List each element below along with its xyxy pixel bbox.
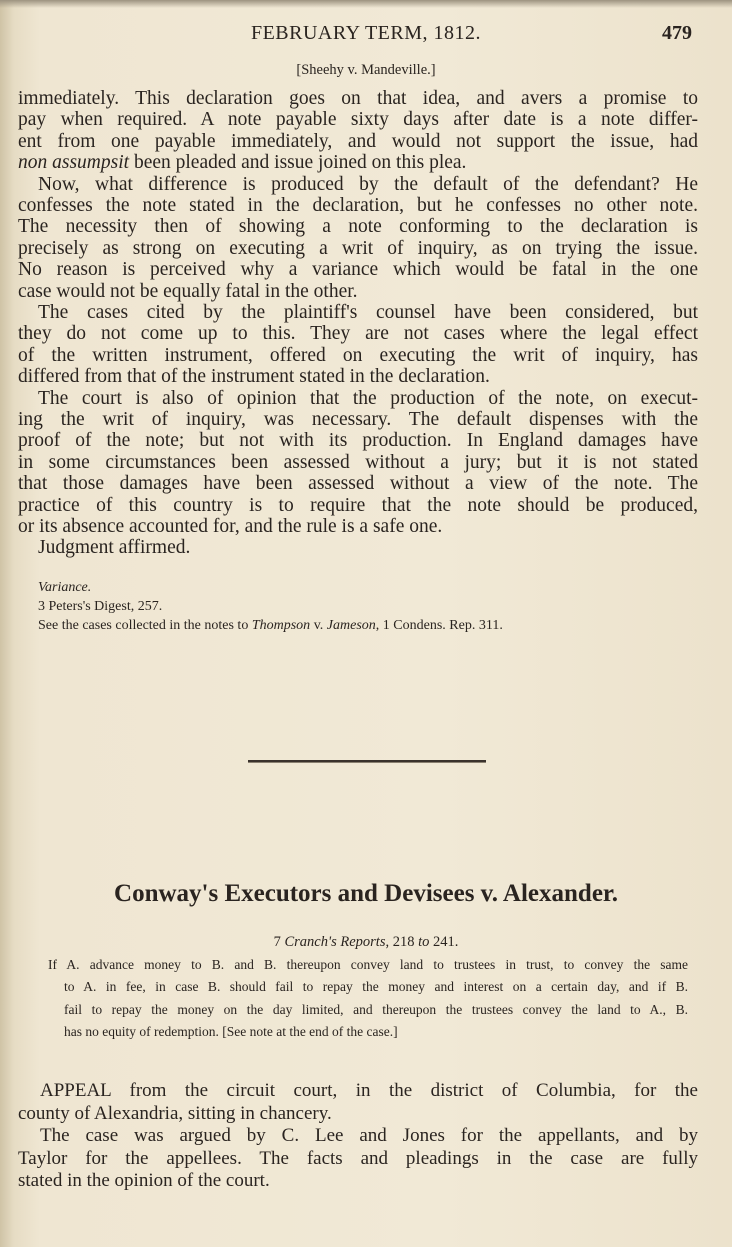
text-line (18, 473, 698, 495)
italic-text: Variance. (38, 580, 92, 595)
page-number: 479 (662, 22, 692, 44)
text-run: proof of the note; but not with its production. In England damages have (18, 430, 698, 452)
text-run: been pleaded and issue joined on this plea. (129, 152, 467, 174)
text-run: pay when required. A note payable sixty days after date is a note differ- (18, 109, 698, 131)
text-run: Now, what difference is produced by the default of the defendant? He (38, 173, 698, 195)
text-run: case would not be equally fatal in the other. (18, 280, 358, 302)
text-run: immediately. This declaration goes on that idea, and avers a promise to (18, 88, 698, 109)
text-run: precisely as strong on executing a writ of inquiry, as on trying the issue. (18, 237, 698, 259)
case-citation (0, 934, 732, 951)
section-divider (248, 760, 486, 763)
text-line (18, 452, 698, 474)
text-run: in some circumstances been assessed without a jury; but it is not stated (18, 451, 698, 473)
text-line (18, 131, 698, 153)
text-run: confesses the note stated in the declaration, but he confesses no other note. (18, 195, 698, 216)
text-line (18, 1170, 698, 1192)
text-run: that those damages have been assessed without a view of the note. The (18, 473, 698, 495)
text-line (40, 1125, 698, 1147)
italic-text: Cranch's Reports (284, 934, 386, 950)
text-line (18, 323, 698, 345)
text-run: has no equity of redemption. [See note at the end of the case.] (64, 1023, 398, 1039)
text-run: If A. advance money to B. and B. thereupon convey land to trustees in trust, to convey the same (48, 957, 688, 972)
italic-text: to (418, 934, 430, 950)
text-run: or its absence accounted for, and the rule is a safe one. (18, 516, 443, 537)
text-run: No reason is perceived why a variance which would be fatal in the one (18, 259, 698, 281)
text-run: stated in the opinion of the court. (18, 1170, 270, 1191)
italic-text: Thompson (251, 618, 311, 633)
text-line (18, 495, 698, 517)
text-run: county of Alexandria, sitting in chancery. (18, 1102, 332, 1124)
text-line (18, 259, 698, 281)
text-run: practice of this country is to require that the note should be produced, (18, 494, 698, 516)
text-run: The cases cited by the plaintiff's counsel have been considered, but (38, 302, 698, 323)
text-line (64, 1002, 688, 1018)
text-line (18, 345, 698, 367)
text-run: they do not come up to this. They are not cases where the legal effect (18, 323, 698, 345)
text-run: of the written instrument, offered on executing the writ of inquiry, has (18, 344, 698, 366)
text-line (64, 1024, 688, 1040)
text-line (18, 152, 698, 174)
text-run: , 218 (385, 934, 419, 950)
text-line (38, 537, 698, 559)
case-title: Conway's Executors and Devisees v. Alexander. (114, 880, 618, 907)
text-run: 3 Peters's Digest, 257. (38, 599, 163, 614)
text-line (18, 88, 698, 110)
text-run: The case was argued by C. Lee and Jones for the appellants, and by (40, 1125, 698, 1146)
text-line (18, 1103, 698, 1125)
text-line (38, 580, 91, 596)
text-run: Judgment affirmed. (38, 537, 191, 559)
text-line (38, 174, 698, 196)
text-run: to A. in fee, in case B. should fail to repay the money and interest on a certain day, and if B. (64, 979, 688, 995)
text-run: fail to repay the money on the day limited, and thereupon the trustees convey the land to A., B. (64, 1001, 688, 1017)
text-line (48, 957, 688, 973)
running-title: FEBRUARY TERM, 1812. (250, 22, 482, 44)
text-run: 241. (429, 934, 459, 950)
text-line (38, 302, 698, 324)
case-caption: [Sheehy v. Mandeville.] (296, 62, 436, 78)
text-line (38, 388, 698, 410)
text-line (18, 430, 698, 452)
text-run: See the cases collected in the notes to (38, 618, 252, 633)
text-line (18, 516, 698, 538)
text-line (18, 195, 698, 217)
text-line (64, 979, 688, 995)
text-line (18, 1148, 698, 1170)
text-run: Taylor for the appellees. The facts and pleadings in the case are fully (18, 1147, 698, 1169)
text-line (38, 599, 162, 615)
text-run: v. (310, 618, 327, 633)
text-line (40, 1080, 698, 1102)
italic-text: Jameson (326, 618, 376, 633)
text-line (38, 618, 503, 634)
text-run: The necessity then of showing a note conforming to the declaration is (18, 216, 698, 238)
text-run: differed from that of the instrument stated in the declaration. (18, 366, 490, 388)
text-run: The court is also of opinion that the production of the note, on execut- (38, 387, 698, 409)
text-line (18, 281, 698, 303)
text-run: ent from one payable immediately, and would not support the issue, had (18, 130, 698, 152)
text-run: , 1 Condens. Rep. 311. (375, 618, 503, 633)
text-line (18, 409, 698, 431)
text-line (18, 238, 698, 260)
text-run: ing the writ of inquiry, was necessary. The default dispenses with the (18, 409, 698, 430)
text-run: 7 (273, 934, 285, 950)
italic-text: non assumpsit (18, 152, 130, 174)
text-line (18, 366, 698, 388)
text-line (18, 216, 698, 238)
text-run: APPEAL from the circuit court, in the district of Columbia, for the (40, 1080, 698, 1101)
page-edge-shadow (0, 0, 732, 8)
text-line (18, 109, 698, 131)
